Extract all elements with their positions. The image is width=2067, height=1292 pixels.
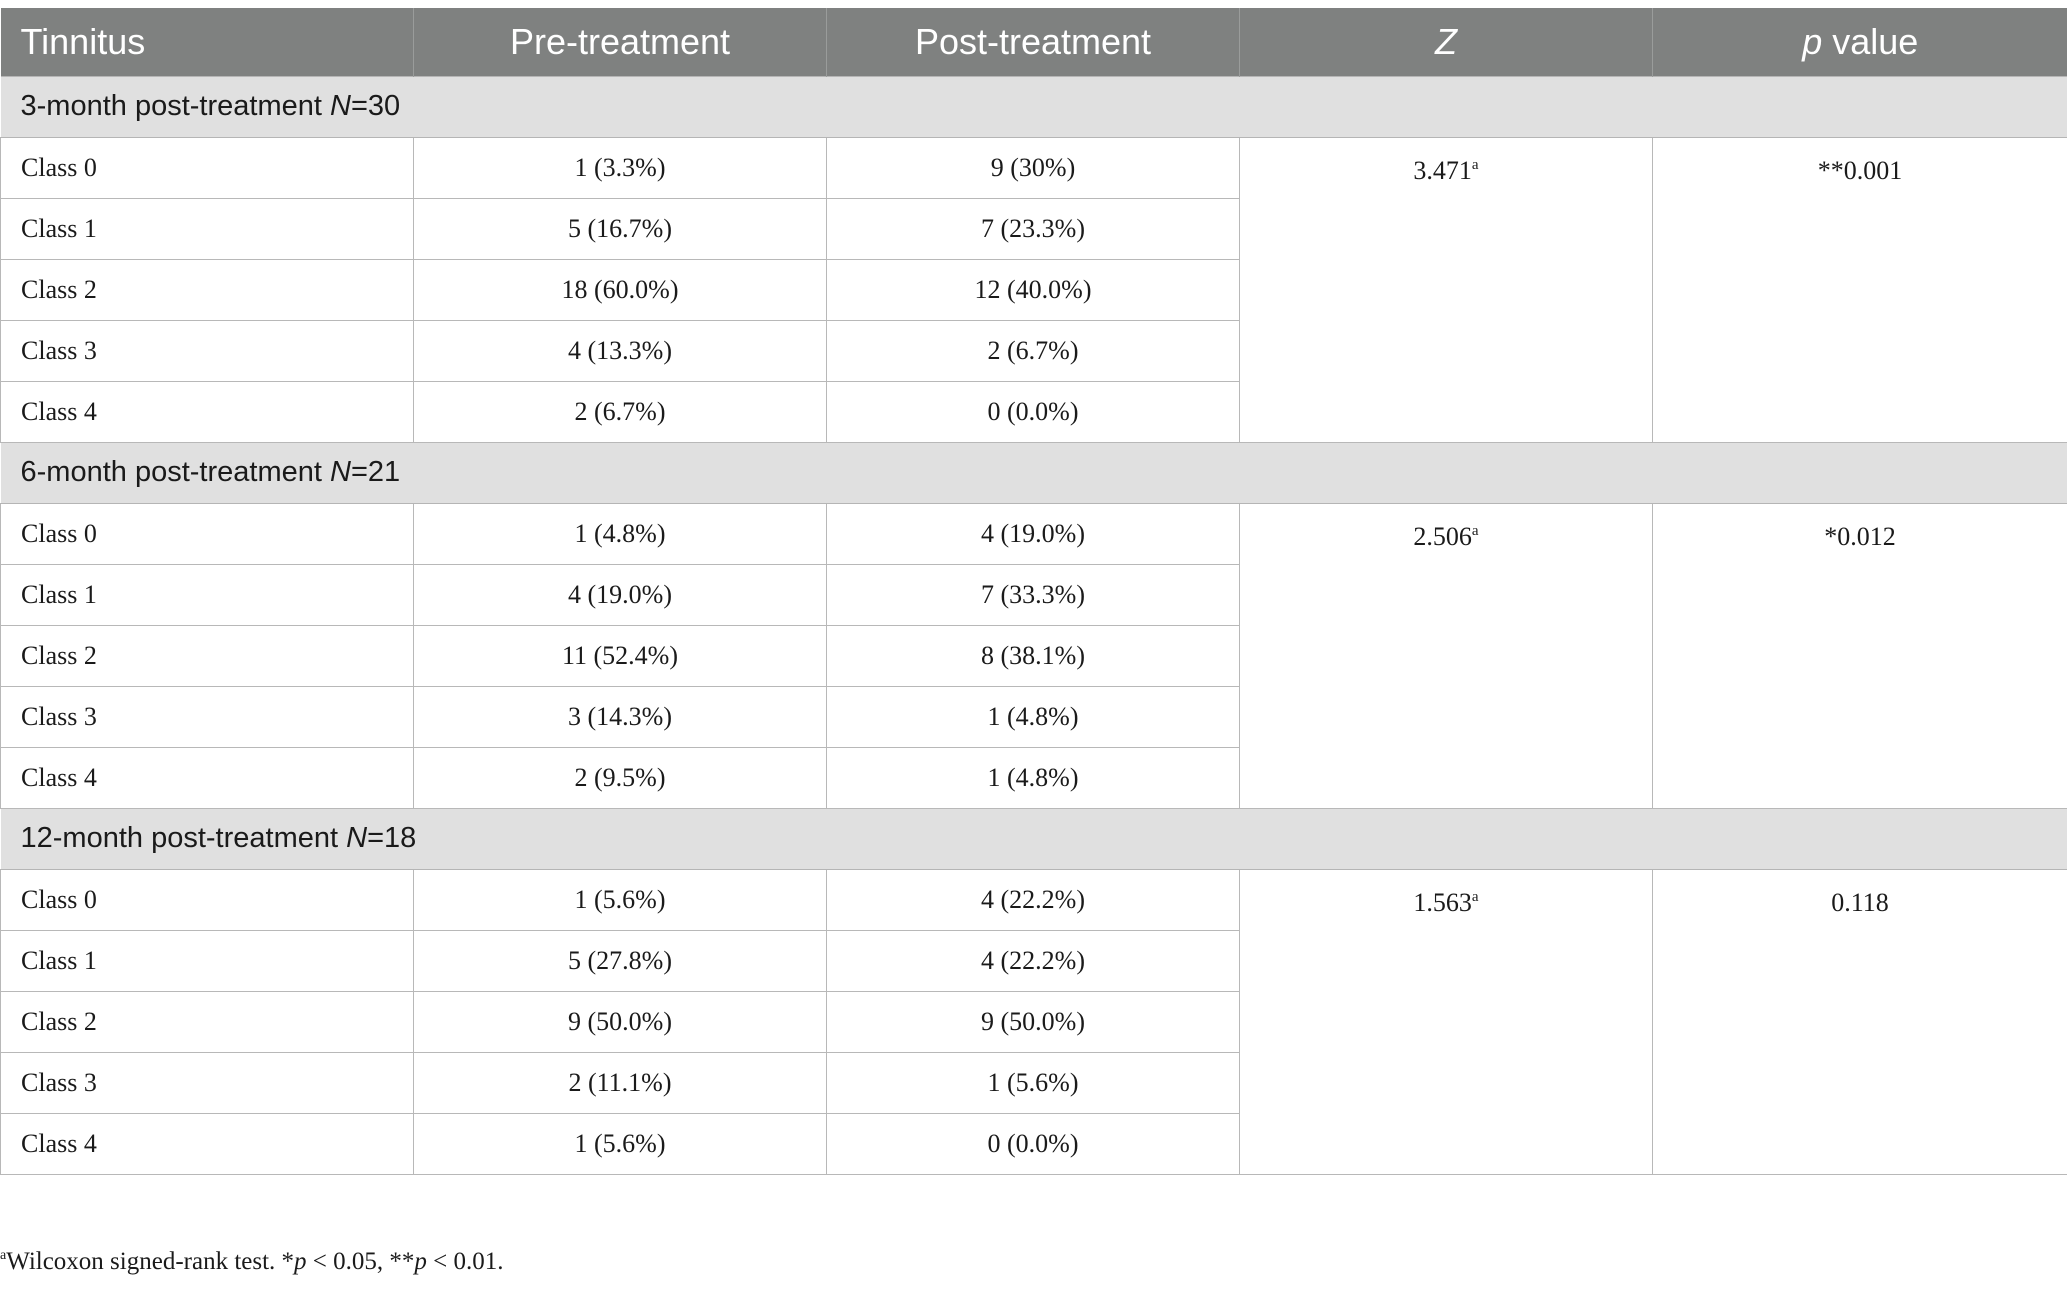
z-superscript: a (1471, 522, 1479, 539)
post-treatment-cell: 2 (6.7%) (827, 320, 1240, 381)
pre-treatment-cell: 18 (60.0%) (414, 259, 827, 320)
post-treatment-cell: 1 (4.8%) (827, 686, 1240, 747)
pre-treatment-cell: 1 (4.8%) (414, 503, 827, 564)
class-label-cell: Class 4 (1, 747, 414, 808)
class-label-cell: Class 3 (1, 320, 414, 381)
pre-treatment-cell: 4 (19.0%) (414, 564, 827, 625)
pre-treatment-cell: 1 (5.6%) (414, 869, 827, 930)
class-label-cell: Class 1 (1, 930, 414, 991)
pre-treatment-cell: 9 (50.0%) (414, 991, 827, 1052)
post-treatment-cell: 4 (22.2%) (827, 869, 1240, 930)
header-p-italic: p (1802, 20, 1823, 62)
p-value-cell: *0.012 (1653, 503, 2067, 808)
class-label-cell: Class 2 (1, 259, 414, 320)
header-row (1, 8, 2067, 76)
section-title-prefix: 3-month post-treatment (20, 90, 330, 122)
tinnitus-results-table (0, 8, 2067, 1175)
z-cell (1240, 869, 1653, 1174)
pre-treatment-cell: 2 (9.5%) (414, 747, 827, 808)
header-pre-treatment: Pre-treatment (414, 8, 827, 76)
pre-treatment-cell: 5 (27.8%) (414, 930, 827, 991)
pre-treatment-cell: 1 (5.6%) (414, 1113, 827, 1174)
header-p-value (1653, 8, 2067, 76)
table-row (1, 503, 2067, 564)
table-footnote (0, 1248, 504, 1276)
footnote-superscript: a (0, 1248, 7, 1263)
footnote-text-1: Wilcoxon signed-rank test. * (6, 1248, 295, 1275)
post-treatment-cell: 8 (38.1%) (827, 625, 1240, 686)
section-title-prefix: 6-month post-treatment (20, 456, 330, 488)
class-label-cell: Class 2 (1, 625, 414, 686)
class-label-cell: Class 3 (1, 686, 414, 747)
section-n-value: =30 (350, 90, 401, 122)
z-value: 1.563 (1413, 887, 1472, 917)
section-row (1, 76, 2067, 137)
section-n-value: =21 (350, 456, 401, 488)
pre-treatment-cell: 1 (3.3%) (414, 137, 827, 198)
pre-treatment-cell: 3 (14.3%) (414, 686, 827, 747)
z-superscript: a (1471, 156, 1479, 173)
class-label-cell: Class 1 (1, 198, 414, 259)
pre-treatment-cell: 4 (13.3%) (414, 320, 827, 381)
section-n-label: N (346, 822, 368, 854)
section-title (1, 442, 2067, 503)
header-z (1240, 8, 1653, 76)
post-treatment-cell: 12 (40.0%) (827, 259, 1240, 320)
post-treatment-cell: 7 (33.3%) (827, 564, 1240, 625)
class-label-cell: Class 4 (1, 381, 414, 442)
post-treatment-cell: 9 (30%) (827, 137, 1240, 198)
header-z-label: Z (1435, 20, 1457, 62)
class-label-cell: Class 0 (1, 137, 414, 198)
section-title (1, 76, 2067, 137)
class-label-cell: Class 3 (1, 1052, 414, 1113)
post-treatment-cell: 0 (0.0%) (827, 381, 1240, 442)
post-treatment-cell: 4 (22.2%) (827, 930, 1240, 991)
table-row (1, 869, 2067, 930)
header-tinnitus: Tinnitus (1, 8, 414, 76)
p-value-cell: **0.001 (1653, 137, 2067, 442)
header-p-rest: value (1822, 20, 1919, 62)
section-n-label: N (329, 90, 351, 122)
footnote-p-2: p (414, 1248, 427, 1275)
section-n-label: N (329, 456, 351, 488)
post-treatment-cell: 7 (23.3%) (827, 198, 1240, 259)
section-title (1, 808, 2067, 869)
z-cell (1240, 137, 1653, 442)
p-value-cell: 0.118 (1653, 869, 2067, 1174)
section-n-value: =18 (367, 822, 417, 854)
post-treatment-cell: 0 (0.0%) (827, 1113, 1240, 1174)
z-cell (1240, 503, 1653, 808)
class-label-cell: Class 2 (1, 991, 414, 1052)
results-table-container (0, 8, 2067, 1175)
pre-treatment-cell: 2 (6.7%) (414, 381, 827, 442)
class-label-cell: Class 1 (1, 564, 414, 625)
table-row (1, 137, 2067, 198)
z-value: 2.506 (1413, 521, 1472, 551)
footnote-p-1: p (294, 1248, 307, 1275)
footnote-text-3: < 0.01. (426, 1248, 504, 1275)
z-value: 3.471 (1413, 155, 1472, 185)
post-treatment-cell: 9 (50.0%) (827, 991, 1240, 1052)
post-treatment-cell: 1 (4.8%) (827, 747, 1240, 808)
footnote-text-2: < 0.05, ** (306, 1248, 415, 1275)
z-superscript: a (1471, 888, 1479, 905)
header-post-treatment: Post-treatment (827, 8, 1240, 76)
table-body (1, 76, 2067, 1174)
post-treatment-cell: 1 (5.6%) (827, 1052, 1240, 1113)
class-label-cell: Class 0 (1, 503, 414, 564)
section-title-prefix: 12-month post-treatment (20, 822, 347, 854)
class-label-cell: Class 4 (1, 1113, 414, 1174)
section-row (1, 442, 2067, 503)
section-row (1, 808, 2067, 869)
pre-treatment-cell: 5 (16.7%) (414, 198, 827, 259)
pre-treatment-cell: 11 (52.4%) (414, 625, 827, 686)
class-label-cell: Class 0 (1, 869, 414, 930)
post-treatment-cell: 4 (19.0%) (827, 503, 1240, 564)
pre-treatment-cell: 2 (11.1%) (414, 1052, 827, 1113)
